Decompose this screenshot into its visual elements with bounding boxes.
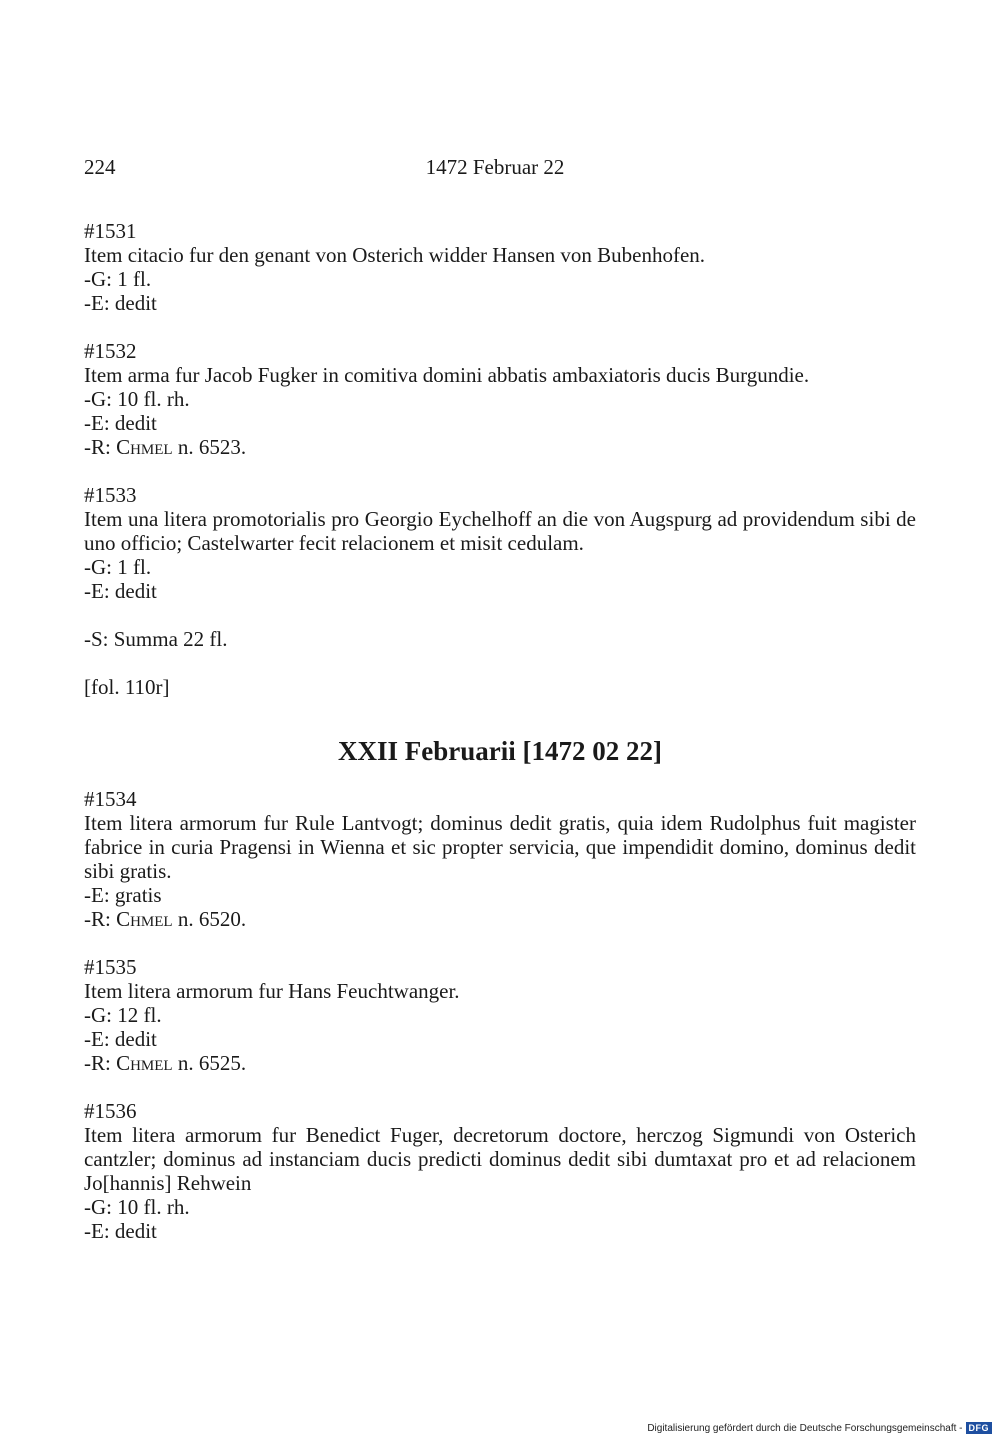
entry-id: #1535 xyxy=(84,955,137,979)
body-text xyxy=(84,219,916,1267)
entry-1531 xyxy=(84,219,916,315)
entry-reference xyxy=(84,435,916,459)
page-number: 224 xyxy=(84,155,116,179)
funding-note: Digitalisierung gefördert durch die Deutsche Forschungsgemeinschaft - xyxy=(647,1422,963,1434)
entry-reference xyxy=(84,1051,916,1075)
entry-1533 xyxy=(84,483,916,603)
entry-text: Item litera armorum fur Benedict Fuger, decretorum doctore, herczog Sigmundi von Osterich cantzler; dominus ad instanciam ducis predicti dominus dedit sibi dumtaxat pro et ad relacionem Jo[hannis] Rehwein xyxy=(84,1123,916,1195)
entry-1536 xyxy=(84,1099,916,1243)
entry-field-e: -E: dedit xyxy=(84,1027,157,1051)
reference-prefix: -R: xyxy=(84,435,117,459)
entry-1534 xyxy=(84,787,916,931)
entry-field-g: -G: 10 fl. rh. xyxy=(84,387,190,411)
entry-text: Item litera armorum fur Hans Feuchtwanger. xyxy=(84,979,460,1003)
entry-field-g: -G: 12 fl. xyxy=(84,1003,162,1027)
reference-number: n. 6520. xyxy=(172,907,247,931)
running-title: 1472 Februar 22 xyxy=(425,155,565,179)
funding-footer xyxy=(647,1422,992,1434)
reference-author: Chmel xyxy=(116,435,173,459)
entry-id: #1536 xyxy=(84,1099,137,1123)
entry-text: Item arma fur Jacob Fugker in comitiva domini abbatis ambaxiatoris ducis Burgundie. xyxy=(84,363,810,387)
entry-field-e: -E: dedit xyxy=(84,411,157,435)
reference-prefix: -R: xyxy=(84,907,117,931)
reference-author: Chmel xyxy=(116,907,173,931)
entry-id: #1532 xyxy=(84,339,137,363)
folio-marker: [fol. 110r] xyxy=(84,675,170,699)
entry-field-g: -G: 1 fl. xyxy=(84,555,152,579)
entry-id: #1534 xyxy=(84,787,137,811)
reference-number: n. 6523. xyxy=(172,435,247,459)
reference-prefix: -R: xyxy=(84,1051,117,1075)
entry-field-e: -E: gratis xyxy=(84,883,162,907)
dfg-logo: DFG xyxy=(966,1422,993,1434)
reference-author: Chmel xyxy=(116,1051,173,1075)
summa-line: -S: Summa 22 fl. xyxy=(84,627,228,651)
entry-1532 xyxy=(84,339,916,459)
entry-text: Item litera armorum fur Rule Lantvogt; dominus dedit gratis, quia idem Rudolphus fuit magister fabrice in curia Pragensi in Wienna et sic propter servicia, que impendidit domino, dominus dedit sibi gratis. xyxy=(84,811,916,883)
entry-reference xyxy=(84,907,916,931)
entry-1535 xyxy=(84,955,916,1075)
entry-text: Item una litera promotorialis pro Georgio Eychelhoff an die von Augspurg ad providendum sibi de uno officio; Castelwarter fecit relacionem et misit cedulam. xyxy=(84,507,916,555)
section-title: XXII Februarii [1472 02 22] xyxy=(338,736,662,766)
entry-field-e: -E: dedit xyxy=(84,1219,157,1243)
entry-field-e: -E: dedit xyxy=(84,579,157,603)
running-head xyxy=(84,155,916,181)
reference-number: n. 6525. xyxy=(172,1051,247,1075)
entry-field-g: -G: 10 fl. rh. xyxy=(84,1195,190,1219)
entry-field-e: -E: dedit xyxy=(84,291,157,315)
entry-text: Item citacio fur den genant von Osterich widder Hansen von Bubenhofen. xyxy=(84,243,706,267)
entry-id: #1531 xyxy=(84,219,137,243)
entry-field-g: -G: 1 fl. xyxy=(84,267,152,291)
entry-id: #1533 xyxy=(84,483,137,507)
